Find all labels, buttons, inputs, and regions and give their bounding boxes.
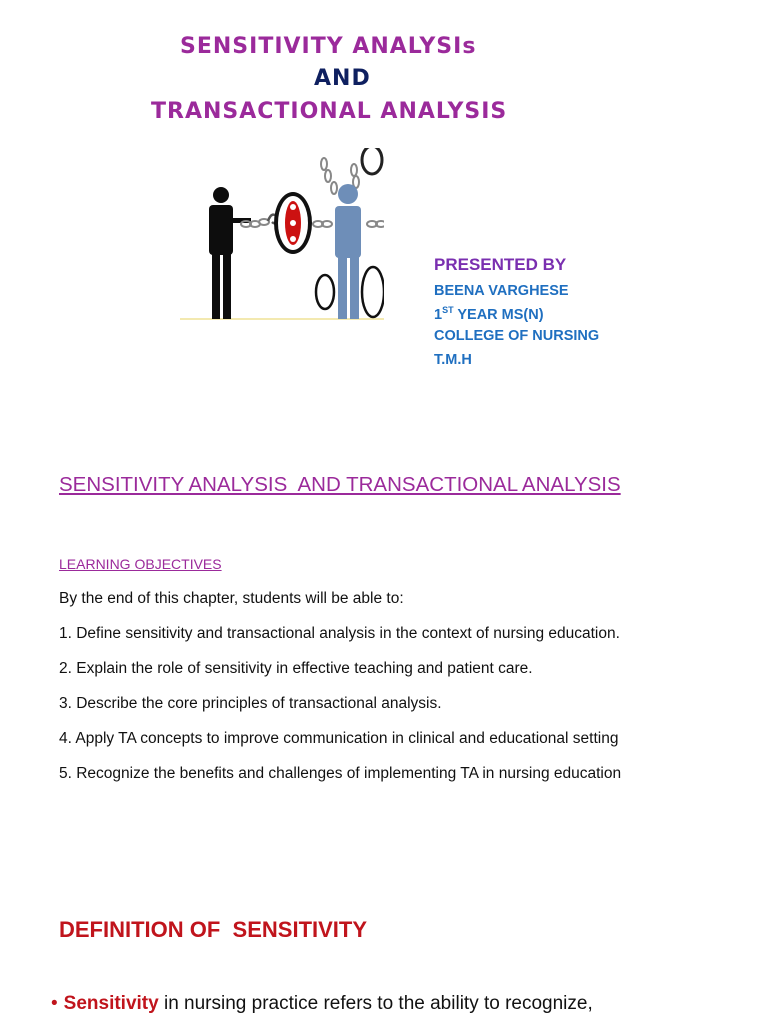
transaction-illustration [160, 148, 420, 324]
definition-continuation-cutoff [66, 1018, 626, 1026]
definition-text: in nursing practice refers to the ability to recognize, [158, 993, 593, 1014]
objectives-intro: By the end of this chapter, students will be able to: [59, 590, 404, 607]
definition-heading: DEFINITION OF SENSITIVITY [59, 917, 368, 942]
objective-item: 5. Recognize the benefits and challenges of implementing TA in nursing education [59, 765, 622, 782]
section-heading: SENSITIVITY ANALYSIS AND TRANSACTIONAL ANALYSIS [59, 473, 621, 496]
presenter-name: BEENA VARGHESE [434, 283, 569, 299]
presenter-year-course: YEAR MS(N) [453, 306, 544, 323]
definition-term: Sensitivity [63, 993, 159, 1014]
objective-item: 3. Describe the core principles of transactional analysis. [59, 695, 442, 712]
title-line-1: SENSITIVITY ANALYSIs [180, 34, 477, 59]
presenter-institution: T.M.H [434, 352, 472, 368]
definition-bullet [51, 993, 593, 1015]
presenter-year [434, 305, 544, 323]
objective-item: 4. Apply TA concepts to improve communication in clinical and educational setting [59, 730, 619, 747]
objective-item: 1. Define sensitivity and transactional analysis in the context of nursing education. [59, 625, 620, 642]
title-line-3: TRANSACTIONAL ANALYSIS [151, 99, 508, 124]
presenter-year-number: 1 [434, 306, 443, 323]
bullet-dot-icon: • [51, 993, 58, 1014]
title-line-2: AND [314, 66, 371, 91]
left-person-figure [209, 187, 251, 319]
right-person-figure [335, 184, 361, 319]
objective-item: 2. Explain the role of sensitivity in effective teaching and patient care. [59, 660, 533, 677]
ego-state-oval [274, 192, 312, 254]
presented-by-heading: PRESENTED BY [434, 255, 567, 274]
learning-objectives-heading: LEARNING OBJECTIVES [59, 556, 222, 572]
presenter-college: COLLEGE OF NURSING [434, 328, 600, 344]
people-chain-illustration [160, 148, 420, 324]
presenter-year-suffix: ST [442, 305, 454, 315]
